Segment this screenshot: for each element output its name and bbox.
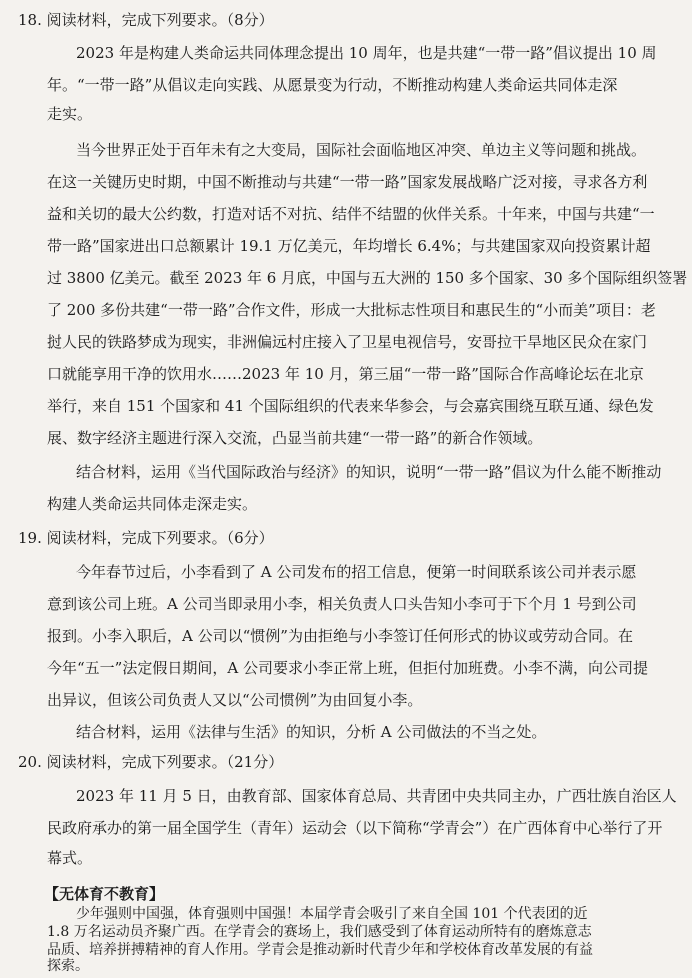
q19-p1-line-4: 今年“五一”法定假日期间，A 公司要求小李正常上班，但拒付加班费。小李不满，向公司提 xyxy=(47,659,648,677)
q18-p2-line-10: 展、数字经济主题进行深入交流，凸显当前共建“一带一路”的新合作领域。 xyxy=(47,429,543,447)
q19-p1-line-1: 今年春节过后，小李看到了 A 公司发布的招工信息，便第一时间联系该公司并表示愿 xyxy=(76,563,637,581)
q20-s1-line-3: 品质、培养拼搏精神的育人作用。学青会是推动新时代青少年和学校体育改革发展的有益 xyxy=(47,942,593,958)
q18-task-line-1: 结合材料，运用《当代国际政治与经济》的知识，说明“一带一路”倡议为什么能不断推动 xyxy=(76,463,662,481)
q18-p2-line-3: 益和关切的最大公约数，打造对话不对抗、结伴不结盟的伙伴关系。十年来，中国与共建“一 xyxy=(47,205,655,223)
q18-p2-line-7: 挝人民的铁路梦成为现实，非洲偏远村庄接入了卫星电视信号，安哥拉干旱地区民众在家门 xyxy=(47,333,648,351)
q19-task-line-1: 结合材料，运用《法律与生活》的知识，分析 A 公司做法的不当之处。 xyxy=(76,723,547,741)
question-20-header: 20. 阅读材料，完成下列要求。（21分） xyxy=(18,753,284,771)
section-title: 【无体育不教育】 xyxy=(44,885,165,903)
q20-p1-line-2: 民政府承办的第一届全国学生（青年）运动会（以下简称“学青会”）在广西体育中心举行了开 xyxy=(47,819,663,837)
q20-s1-line-2: 1.8 万名运动员齐聚广西。在学青会的赛场上，我们感受到了体育运动所特有的磨炼意志 xyxy=(47,924,592,940)
q19-p1-line-3: 报到。小李入职后，A 公司以“惯例”为由拒绝与小李签订任何形式的协议或劳动合同。在 xyxy=(47,627,633,645)
q20-s1-line-4: 探索。 xyxy=(47,958,89,974)
q18-p1-line-2: 年。“一带一路”从倡议走向实践、从愿景变为行动，不断推动构建人类命运共同体走深 xyxy=(47,76,618,94)
q18-p1-line-1: 2023 年是构建人类命运共同体理念提出 10 周年，也是共建“一带一路”倡议提出 10 周 xyxy=(76,44,657,62)
q18-task-line-2: 构建人类命运共同体走深走实。 xyxy=(47,495,258,513)
q18-p2-line-4: 带一路”国家进出口总额累计 19.1 万亿美元，年均增长 6.4%；与共建国家双向投资累计超 xyxy=(47,237,651,255)
question-18-header: 18. 阅读材料，完成下列要求。（8分） xyxy=(18,11,274,29)
q20-p1-line-1: 2023 年 11 月 5 日，由教育部、国家体育总局、共青团中央共同主办，广西壮族自治区人 xyxy=(76,787,677,805)
q18-p2-line-8: 口就能享用干净的饮用水……2023 年 10 月，第三届“一带一路”国际合作高峰论坛在北京 xyxy=(47,365,644,383)
q20-s1-line-1: 少年强则中国强，体育强则中国强！本届学青会吸引了来自全国 101 个代表团的近 xyxy=(76,906,588,922)
q18-p2-line-9: 举行，来自 151 个国家和 41 个国际组织的代表来华参会，与会嘉宾围绕互联互通、绿色发 xyxy=(47,397,654,415)
question-19-header: 19. 阅读材料，完成下列要求。（6分） xyxy=(18,529,274,547)
q18-p2-line-5: 过 3800 亿美元。截至 2023 年 6 月底，中国与五大洲的 150 多个国家、30 多个国际组织签署 xyxy=(47,269,688,287)
q20-p1-line-3: 幕式。 xyxy=(47,849,93,867)
q18-p1-line-3: 走实。 xyxy=(47,105,93,123)
q18-p2-line-1: 当今世界正处于百年未有之大变局，国际社会面临地区冲突、单边主义等问题和挑战。 xyxy=(76,141,647,159)
q19-p1-line-2: 意到该公司上班。A 公司当即录用小李，相关负责人口头告知小李可于下个月 1 号到公司 xyxy=(47,595,637,613)
q18-p2-line-6: 了 200 多份共建“一带一路”合作文件，形成一大批标志性项目和惠民生的“小而美”项目：老 xyxy=(47,301,656,319)
q19-p1-line-5: 出异议，但该公司负责人又以“公司惯例”为由回复小李。 xyxy=(47,691,423,709)
q18-p2-line-2: 在这一关键历史时期，中国不断推动与共建“一带一路”国家发展战略广泛对接，寻求各方利 xyxy=(47,173,648,191)
